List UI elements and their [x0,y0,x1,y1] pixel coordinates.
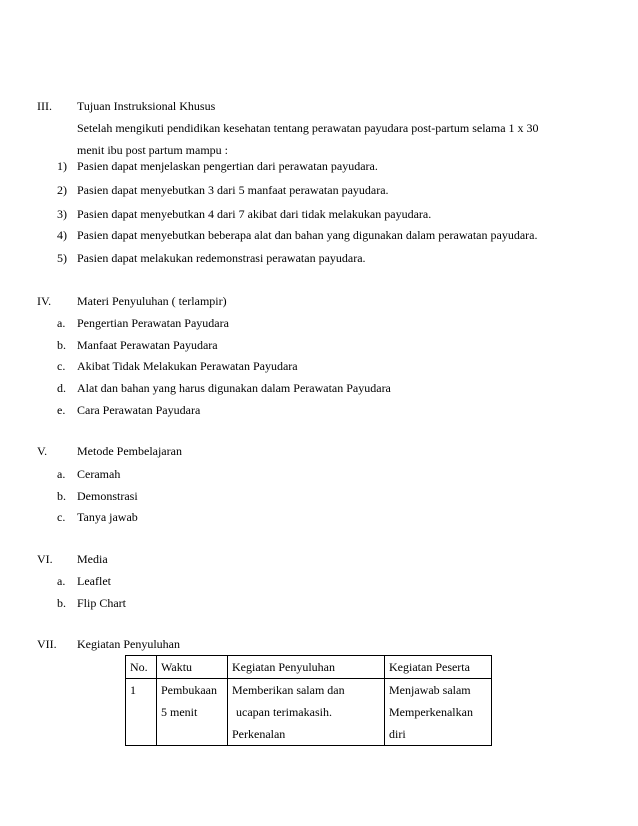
kegiatan-table [125,655,492,746]
header-no: No. [126,656,157,679]
section-title-vi: Media [77,552,108,566]
list-item: Tanya jawab [77,510,138,524]
cell-text: ucapan terimakasih. [236,705,332,719]
header-waktu: Waktu [157,656,228,679]
section-number-iii: III. [37,99,52,113]
section-number-vi: VI. [37,552,53,566]
list-item: Pengertian Perawatan Payudara [77,316,229,330]
cell-text: Memperkenalkan [389,705,473,719]
list-marker: b. [57,596,66,610]
cell-text: Menjawab salam [389,683,471,697]
header-kegiatan-penyuluhan: Kegiatan Penyuluhan [228,656,385,679]
list-item: Pasien dapat menyebutkan beberapa alat dan bahan yang digunakan dalam perawatan payudara. [77,228,538,242]
list-marker: c. [57,510,66,524]
section-title-vii: Kegiatan Penyuluhan [77,637,180,651]
table-header-row [126,656,492,679]
cell-text: Memberikan salam dan [232,683,345,697]
section-title-iv: Materi Penyuluhan ( terlampir) [77,294,227,308]
section-number-iv: IV. [37,294,52,308]
cell-kegiatan-penyuluhan [228,679,385,746]
section-iii-intro-line2: menit ibu post partum mampu : [77,143,228,157]
list-item: Manfaat Perawatan Payudara [77,338,218,352]
table-row [126,679,492,746]
list-marker: a. [57,467,66,481]
section-number-v: V. [37,444,48,458]
section-number-vii: VII. [37,637,57,651]
list-marker: a. [57,316,66,330]
list-item: Ceramah [77,467,121,481]
list-marker: d. [57,381,66,395]
cell-text: diri [389,727,406,741]
list-marker: 2) [57,183,67,197]
list-marker: 5) [57,251,67,265]
cell-kegiatan-peserta [385,679,492,746]
cell-text: 5 menit [161,705,198,719]
list-item: Leaflet [77,574,111,588]
list-marker: 1) [57,159,67,173]
list-marker: a. [57,574,66,588]
cell-no [126,679,157,746]
list-marker: 3) [57,207,67,221]
list-item: Pasien dapat menyebutkan 4 dari 7 akibat dari tidak melakukan payudara. [77,207,432,221]
section-title-iii: Tujuan Instruksional Khusus [77,99,216,113]
list-item: Pasien dapat melakukan redemonstrasi perawatan payudara. [77,251,366,265]
list-item: Alat dan bahan yang harus digunakan dalam Perawatan Payudara [77,381,391,395]
list-item: Flip Chart [77,596,127,610]
list-item: Pasien dapat menyebutkan 3 dari 5 manfaat perawatan payudara. [77,183,389,197]
cell-text: Pembukaan [161,683,217,697]
cell-waktu [157,679,228,746]
list-marker: e. [57,403,66,417]
list-item: Pasien dapat menjelaskan pengertian dari perawatan payudara. [77,159,378,173]
list-marker: 4) [57,228,67,242]
list-item: Cara Perawatan Payudara [77,403,201,417]
cell-text: 1 [130,683,136,697]
list-marker: b. [57,338,66,352]
section-iii-intro-line1: Setelah mengikuti pendidikan kesehatan tentang perawatan payudara post-partum selama 1 x 30 [77,121,539,135]
list-marker: c. [57,359,66,373]
list-item: Akibat Tidak Melakukan Perawatan Payudara [77,359,298,373]
section-title-v: Metode Pembelajaran [77,444,182,458]
list-item: Demonstrasi [77,489,138,503]
header-kegiatan-peserta: Kegiatan Peserta [385,656,492,679]
cell-text: Perkenalan [232,727,286,741]
list-marker: b. [57,489,66,503]
